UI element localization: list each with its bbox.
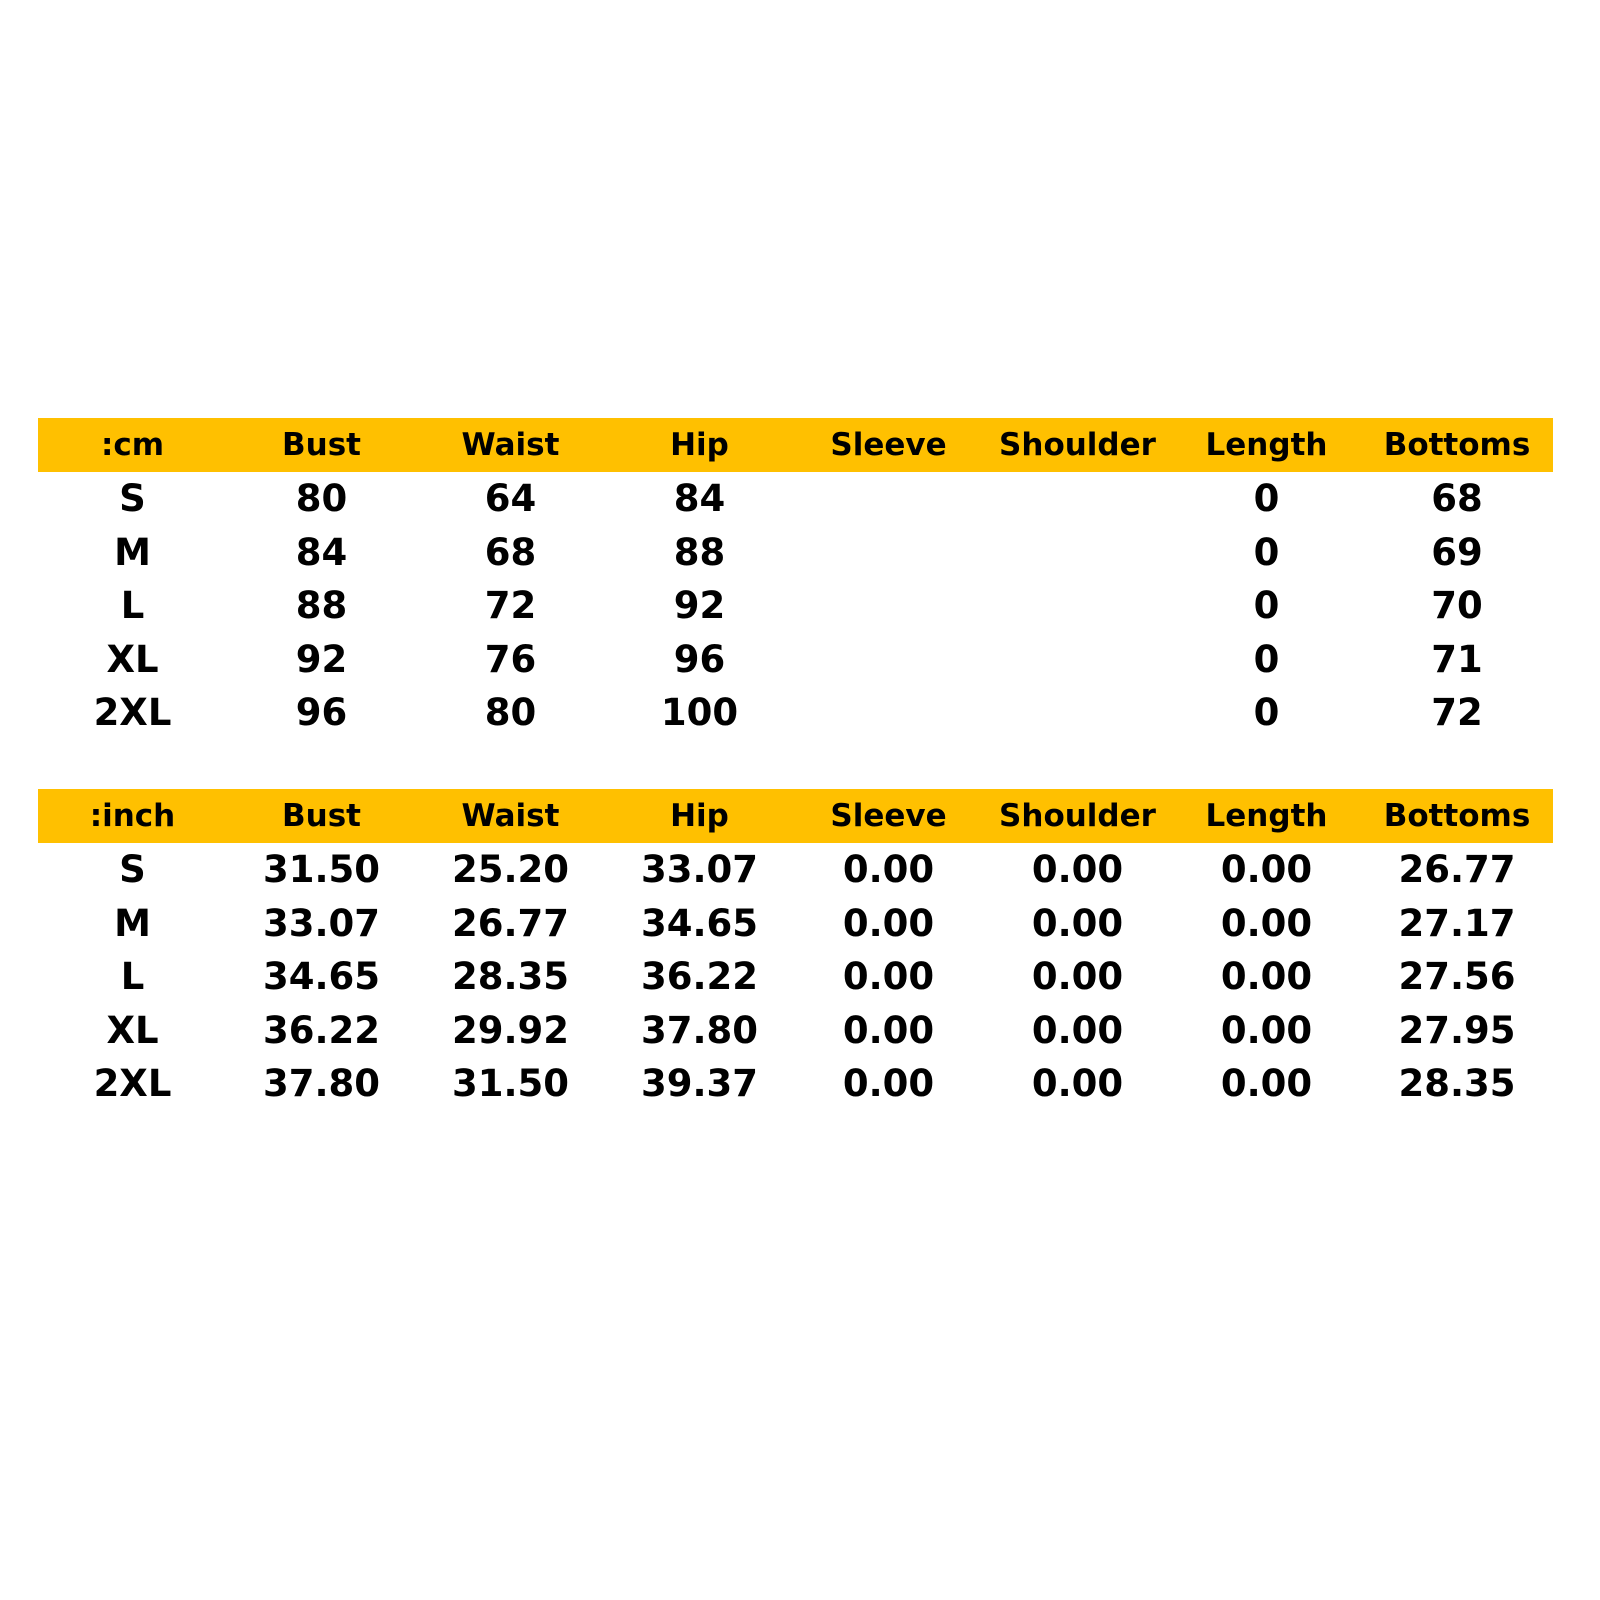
hip-cell: 96 (673, 637, 726, 681)
length-cell: 0 (1253, 477, 1280, 521)
header-row (38, 418, 1553, 472)
bust-cell: 31.50 (262, 848, 381, 892)
waist-cell: 68 (484, 530, 537, 574)
hip-cell: 34.65 (640, 901, 759, 945)
column-header-shoulder: Shoulder (983, 789, 1172, 843)
sleeve-cell: 0.00 (842, 848, 935, 892)
shoulder-cell (983, 633, 1172, 687)
sleeve-cell (794, 579, 983, 633)
bottoms-cell: 71 (1431, 637, 1483, 681)
header-row (38, 789, 1553, 843)
hip-cell: 92 (673, 584, 726, 628)
table-row (38, 1004, 1553, 1058)
shoulder-cell (983, 526, 1172, 580)
hip-cell: 100 (660, 691, 739, 735)
column-header-hip: Hip (605, 789, 794, 843)
sleeve-cell: 0.00 (842, 1062, 935, 1106)
waist-cell: 76 (484, 637, 537, 681)
table-row (38, 472, 1553, 526)
column-header-bust: Bust (227, 418, 416, 472)
shoulder-cell (983, 579, 1172, 633)
column-header-sleeve: Sleeve (794, 789, 983, 843)
sleeve-cell (794, 686, 983, 740)
bust-cell: 88 (295, 584, 348, 628)
sleeve-cell (794, 633, 983, 687)
column-header-length: Length (1172, 418, 1361, 472)
bottoms-cell: 26.77 (1398, 848, 1516, 892)
table-row (38, 579, 1553, 633)
hip-cell: 88 (673, 530, 726, 574)
bottoms-cell: 68 (1431, 477, 1483, 521)
shoulder-cell (983, 472, 1172, 526)
waist-cell: 31.50 (451, 1062, 570, 1106)
table-row (38, 686, 1553, 740)
table-row (38, 843, 1553, 897)
column-header-bottoms: Bottoms (1361, 789, 1553, 843)
bust-cell: 80 (295, 477, 348, 521)
column-header-bottoms: Bottoms (1361, 418, 1553, 472)
shoulder-cell: 0.00 (1031, 1062, 1124, 1106)
shoulder-cell (983, 686, 1172, 740)
size-cell: S (119, 848, 146, 892)
bottoms-cell: 70 (1431, 584, 1483, 628)
waist-cell: 25.20 (451, 848, 570, 892)
column-header-length: Length (1172, 789, 1361, 843)
size-cell: XL (106, 637, 159, 681)
length-cell: 0 (1253, 584, 1280, 628)
length-cell: 0.00 (1220, 1062, 1313, 1106)
shoulder-cell: 0.00 (1031, 1008, 1124, 1052)
bottoms-cell: 27.17 (1398, 901, 1516, 945)
column-header-hip: Hip (605, 418, 794, 472)
bust-cell: 33.07 (262, 901, 381, 945)
hip-cell: 36.22 (640, 955, 759, 999)
length-cell: 0.00 (1220, 848, 1313, 892)
sleeve-cell (794, 526, 983, 580)
table-row (38, 633, 1553, 687)
size-chart-inch (38, 789, 1553, 1111)
bust-cell: 36.22 (262, 1008, 381, 1052)
sleeve-cell: 0.00 (842, 901, 935, 945)
waist-cell: 29.92 (451, 1008, 570, 1052)
shoulder-cell: 0.00 (1031, 848, 1124, 892)
column-header-sleeve: Sleeve (794, 418, 983, 472)
size-cell: M (114, 530, 151, 574)
bust-cell: 84 (295, 530, 348, 574)
waist-cell: 64 (484, 477, 537, 521)
sleeve-cell (794, 472, 983, 526)
waist-cell: 28.35 (451, 955, 570, 999)
column-header-shoulder: Shoulder (983, 418, 1172, 472)
column-header-bust: Bust (227, 789, 416, 843)
sleeve-cell: 0.00 (842, 1008, 935, 1052)
hip-cell: 84 (673, 477, 726, 521)
bust-cell: 34.65 (262, 955, 381, 999)
size-cell: M (114, 901, 151, 945)
waist-cell: 72 (484, 584, 537, 628)
size-cell: XL (106, 1008, 159, 1052)
length-cell: 0 (1253, 691, 1280, 735)
bust-cell: 92 (295, 637, 348, 681)
bottoms-cell: 27.95 (1398, 1008, 1516, 1052)
bust-cell: 96 (295, 691, 348, 735)
table-row (38, 526, 1553, 580)
bottoms-cell: 72 (1431, 691, 1483, 735)
unit-label: :cm (38, 418, 227, 472)
size-chart-cm (38, 418, 1553, 740)
hip-cell: 37.80 (640, 1008, 759, 1052)
length-cell: 0.00 (1220, 955, 1313, 999)
size-cell: L (120, 584, 145, 628)
table-row (38, 1057, 1553, 1111)
column-header-waist: Waist (416, 789, 605, 843)
unit-label: :inch (38, 789, 227, 843)
shoulder-cell: 0.00 (1031, 901, 1124, 945)
length-cell: 0.00 (1220, 1008, 1313, 1052)
size-cell: L (120, 955, 145, 999)
bottoms-cell: 69 (1431, 530, 1483, 574)
bust-cell: 37.80 (262, 1062, 381, 1106)
size-cell: 2XL (93, 691, 172, 735)
waist-cell: 80 (484, 691, 537, 735)
shoulder-cell: 0.00 (1031, 955, 1124, 999)
column-header-waist: Waist (416, 418, 605, 472)
size-cell: 2XL (93, 1062, 172, 1106)
sleeve-cell: 0.00 (842, 955, 935, 999)
hip-cell: 33.07 (640, 848, 759, 892)
waist-cell: 26.77 (451, 901, 570, 945)
table-row (38, 897, 1553, 951)
bottoms-cell: 27.56 (1398, 955, 1516, 999)
length-cell: 0 (1253, 637, 1280, 681)
length-cell: 0 (1253, 530, 1280, 574)
hip-cell: 39.37 (640, 1062, 759, 1106)
bottoms-cell: 28.35 (1398, 1062, 1516, 1106)
length-cell: 0.00 (1220, 901, 1313, 945)
table-row (38, 950, 1553, 1004)
size-cell: S (119, 477, 146, 521)
